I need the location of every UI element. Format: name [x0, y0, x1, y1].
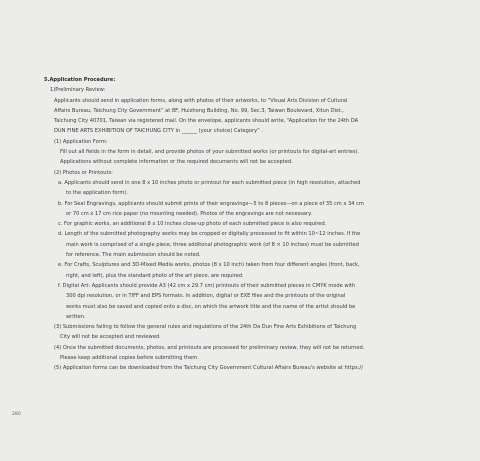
photo-item-b: b. For Seal Engravings, applicants should submit prints of their engravings—5 to 8 pieces—on a piece of 35 cm x 34 cm [58, 200, 364, 207]
intro-line: DUN FINE ARTS EXHIBITION OF TAICHUNG CITY in ______ (your choice) Category” . [54, 128, 263, 135]
photo-item-d: d. Length of the submitted photography works may be cropped or digitally processed to fit within 10~12 inches. If the [58, 231, 361, 238]
photo-item-f-cont: works must also be saved and copied onto a disc, on which the artwork title and the name of the artist should be [66, 303, 356, 310]
photo-item-f-cont: written. [66, 313, 86, 320]
note-3: (3) Submissions failing to follow the general rules and regulations of the 24th Da Dun Fine Arts Exhibitions of Taichung [54, 324, 357, 331]
photo-item-e-cont: right, and left), plus the standard photo of the art piece, are required. [66, 272, 244, 279]
photo-item-b-cont: or 70 cm x 17 cm rice paper (no mounting needed). Photos of the engravings are not necessary. [66, 210, 313, 217]
note-4-cont: Please keep additional copies before submitting them. [60, 355, 199, 362]
note-5: (5) Application forms can be downloaded from the Taichung City Government Cultural Affairs Bureau's website at https:// [54, 365, 363, 372]
intro-line: Applicants should send in application forms, along with photos of their artworks, to “Visual Arts Division of Cultural [54, 97, 348, 104]
section-heading: 5.Application Procedure: [44, 77, 116, 83]
photo-item-f-cont: 300 dpi resolution, or in TIFF and EPS formats. In addition, digital or EXE files and the printouts of the original [66, 293, 346, 300]
page-number: 280 [12, 412, 21, 417]
photo-item-e: e. For Crafts, Sculptures and 3D-Mixed Media works, photos (8 x 10 inch) taken from four different angles (front, back, [58, 262, 360, 269]
photo-item-a: a. Applicants should send in one 8 x 10 inches photo or printout for each submitted piece (in high resolution, attached [58, 179, 361, 186]
note-4: (4) Once the submitted documents, photos, and printouts are processed for preliminary review, they will not be returned. [54, 344, 365, 351]
intro-line: Taichung City 40701, Taiwan via registered mail. On the envelope, applicants should write, “Application for the 24th DA [54, 118, 359, 125]
application-form-line: Fill out all fields in the form in detail, and provide photos of your submitted works (or printouts for digital-art entries). [60, 149, 360, 156]
application-form-line: Applications without complete information or the required documents will not be accepted. [60, 159, 293, 166]
photo-item-a-cont: to the application form). [66, 190, 128, 197]
intro-line: Affairs Bureau, Taichung City Government” at 8F, Huizhong Building, No. 99, Sec.3, Taiwan Boulevard, Xitun Dist., [54, 107, 344, 114]
photo-item-d-cont: main work is comprised of a single piece, three additonal photographic work (of 8 × 10 inches) must be submitted [66, 241, 359, 248]
application-procedure-section [44, 75, 448, 374]
application-form-title: (1) Application Form: [54, 138, 108, 145]
note-3-cont: City will not be accepted and reviewed. [60, 334, 161, 341]
preliminary-review-title: 1)Preliminary Review: [50, 87, 106, 94]
photo-item-c: c. For graphic works, an additional 8 x 10 inches close-up photo of each submitted piece is also required. [58, 221, 327, 228]
photo-item-f: f. Digital Art: Applicants should provide A3 (42 cm x 29.7 cm) printouts of their submitted pieces in CMYK mode with [58, 282, 356, 289]
photo-item-d-cont: for reference. The main submission should be noted. [66, 252, 201, 259]
photos-title: (2) Photos or Printouts: [54, 169, 113, 176]
